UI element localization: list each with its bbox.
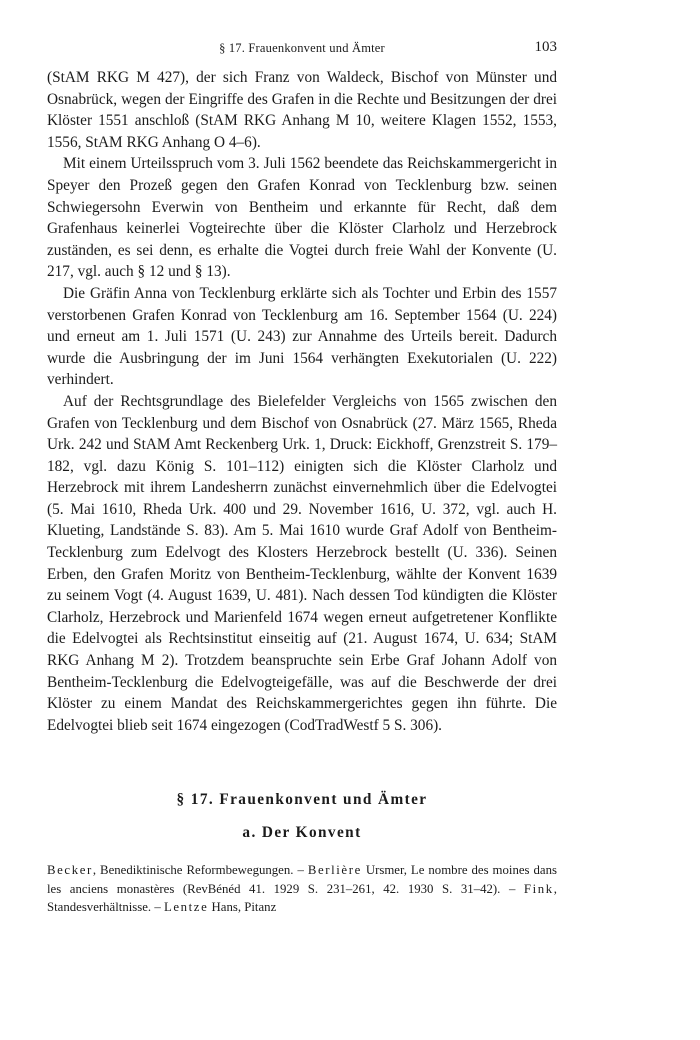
bibliography-author: Lentze (163, 900, 209, 914)
bibliography-text: Hans, Pitanz (208, 900, 277, 914)
bibliography-author: Fink (523, 881, 554, 896)
page-number: 103 (534, 39, 557, 55)
paragraph-1: (StAM RKG M 427), der sich Franz von Waldeck, Bischof von Münster und Osnabrück, wegen der Eingriffe des Grafen in die Rechte und Besitzungen der drei Klöster 1551 anschloß (StAM RKG Anhang M 10, weitere Klagen 1552, 1553, 1556, StAM RKG Anhang O 4–6). (47, 69, 557, 151)
bibliography-text: Ursmer, Le nombre des moines dans les anciens monastères (RevBénéd 41. 1929 S. 231–261, 42. 1930 S. 31–42). – (47, 863, 557, 896)
bibliography-author: Berlière (307, 863, 362, 877)
bibliography-text: , Standesverhältnisse. – (47, 881, 557, 914)
paragraph-2: Mit einem Urteilsspruch vom 3. Juli 1562 beendete das Reichskammergericht in Speyer den Prozeß gegen den Grafen Konrad von Tecklenburg bzw. seinen Schwiegersohn Everwin von Bentheim und erkannte für Recht, daß dem Grafenhaus keinerlei Vogteirechte über die Klöster Clarholz und Herzebrock zuständen, es sei denn, es erhalte die Vogtei durch freie Wahl der Konvente (U. 217, vgl. auch § 12 und § 13). (47, 155, 557, 281)
subsection-heading: a. Der Konvent (242, 824, 362, 841)
paragraph-4: Auf der Rechtsgrundlage des Bielefelder Vergleichs von 1565 zwischen den Grafen von Tecklenburg und dem Bischof von Osnabrück (27. März 1565, Rheda Urk. 242 und StAM Amt Reckenberg Urk. 1, Druck: Eickhoff, Grenzstreit S. 179–182, vgl. dazu König S. 101–112) einigten sich die Klöster Clarholz und Herzebrock mit ihrem Landesherrn zunächst einvernehmlich über die Edelvogtei (5. Mai 1610, Rheda Urk. 400 und 29. November 1616, U. 372, vgl. auch H. Klueting, Landstände S. 83). Am 5. Mai 1610 wurde Graf Adolf von Bentheim-Tecklenburg zum Edelvogt des Klosters Herzebrock bestellt (U. 336). Seinen Erben, den Grafen Moritz von Bentheim-Tecklenburg, wählte der Konvent 1639 zu seinem Vogt (4. August 1639, U. 481). Nach dessen Tod kündigten die Klöster Clarholz, Herzebrock und Marienfeld 1674 wegen erneut aufgetretener Konflikte die Edelvogtei als Rechtsinstitut einseitig auf (21. August 1674, U. 634; StAM RKG Anhang M 2). Trotzdem beanspruchte sein Erbe Graf Johann Adolf von Bentheim-Tecklenburg die Edelvogteigefälle, was auf die Beschwerde der drei Klöster zu einem Mandat des Reichskammergerichtes gegen ihn führte. Die Edelvogtei blieb seit 1674 eingezogen (CodTradWestf 5 S. 306). (47, 392, 557, 734)
bibliography-author: Becker (47, 863, 93, 877)
paragraph-3: Die Gräfin Anna von Tecklenburg erklärte sich als Tochter und Erbin des 1557 verstorbenen Grafen Konrad von Tecklenburg am 16. September 1564 (U. 224) und erneut am 1. Juli 1571 (U. 243) zur Annahme des Urteils bereit. Dadurch wurde die Ausbringung der im Juni 1564 verhängten Exekutorialen (U. 222) verhindert. (47, 284, 557, 389)
section-heading: § 17. Frauenkonvent und Ämter (176, 791, 428, 808)
body-text (47, 67, 557, 736)
bibliography (47, 861, 557, 917)
running-head-title: § 17. Frauenkonvent und Ämter (219, 41, 385, 55)
running-head (47, 39, 557, 57)
bibliography-text: , Benediktinische Reformbewegungen. – (92, 863, 308, 877)
book-page (47, 0, 557, 1040)
